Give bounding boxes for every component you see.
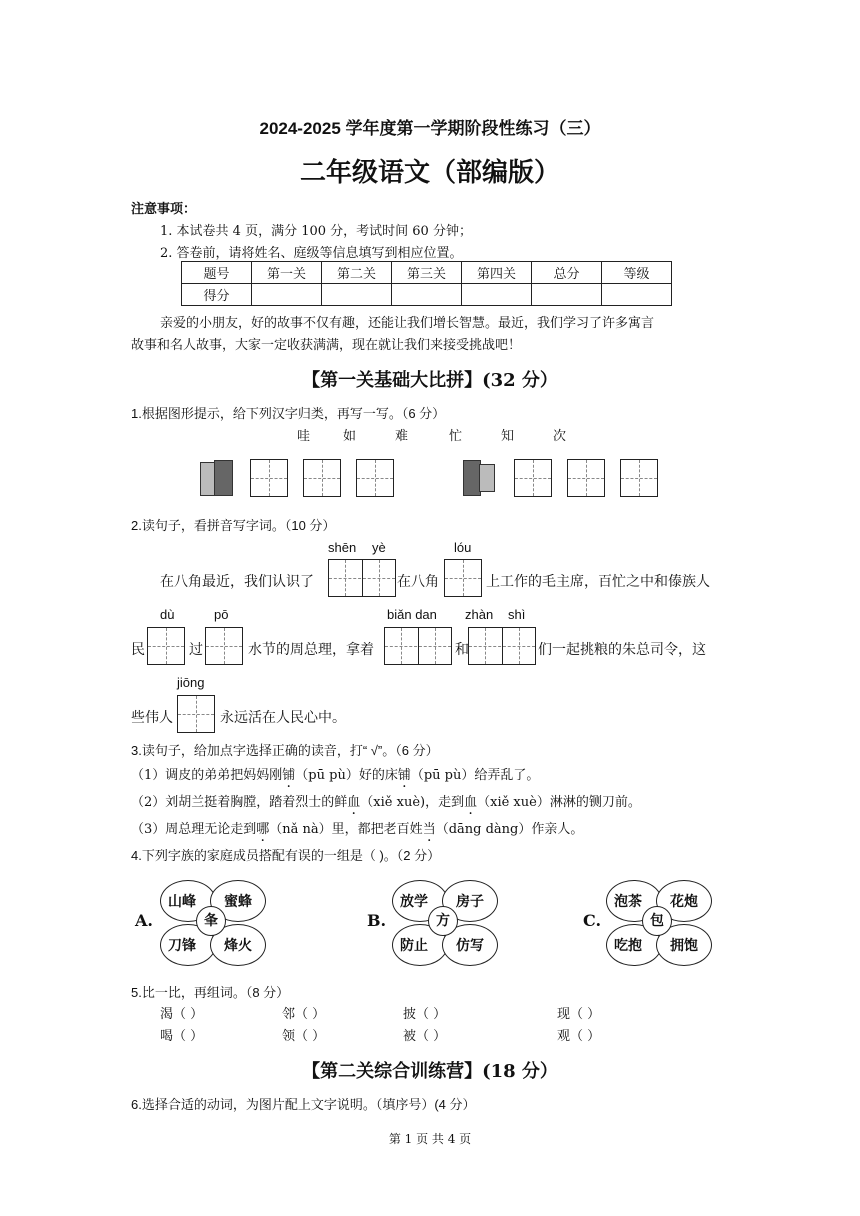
exam-subtitle: 二年级语文（部编版） (299, 158, 560, 188)
writing-grid[interactable] (356, 459, 394, 497)
pinyin-label: yè (372, 540, 386, 555)
q2-text: 水节的周总理，拿着 (248, 642, 374, 658)
family-root: 夆 (196, 906, 226, 936)
score-header-cell: 等级 (602, 262, 672, 284)
section-1-title: 【第一关基础大比拼】(32 分） (302, 370, 558, 391)
score-row-label: 得分 (182, 284, 252, 306)
q1-char: 次 (553, 429, 567, 444)
word-family-flower-c (604, 880, 710, 964)
q2-text: 和 (455, 642, 469, 658)
score-header-cell: 第一关 (252, 262, 322, 284)
family-word: 泡茶 (614, 894, 642, 910)
answer-box[interactable] (384, 627, 452, 665)
family-word: 烽火 (224, 938, 252, 954)
score-header-cell: 第二关 (322, 262, 392, 284)
q6-prompt: 6.选择合适的动词，为图片配上文字说明。（填序号）(4 分） (131, 1097, 476, 1112)
q1-char: 知 (501, 429, 515, 444)
score-table-row (182, 284, 672, 306)
q3-sentence-1: （1）调皮的弟弟把妈妈刚铺（pū pù）好的床铺（pū pù）给弄乱了。 (131, 768, 540, 783)
compare-item[interactable]: 披（ ） (403, 1007, 447, 1022)
q2-text: 永远活在人民心中。 (220, 710, 346, 726)
score-cell[interactable] (252, 284, 322, 306)
option-label-b[interactable]: B. (367, 911, 387, 930)
q2-text: 民 (131, 642, 145, 658)
q3-prompt: 3.读句子，给加点字选择正确的读音，打“ √”。（6 分） (131, 743, 439, 758)
q1-char: 忙 (449, 429, 463, 444)
compare-item[interactable]: 喝（ ） (160, 1029, 204, 1044)
family-word: 防止 (400, 938, 428, 954)
pinyin-label: jiōng (177, 675, 205, 690)
score-table (181, 261, 672, 306)
writing-grid[interactable] (250, 459, 288, 497)
family-word: 放学 (400, 894, 428, 910)
intro-line-2: 故事和名人故事，大家一定收获满满，现在就让我们来接受挑战吧！ (131, 338, 522, 353)
q1-prompt: 1.根据图形提示，给下列汉字归类，再写一写。（6 分） (131, 406, 446, 421)
answer-box[interactable] (177, 695, 215, 733)
writing-grid[interactable] (620, 459, 658, 497)
q2-text: 上工作的毛主席，百忙之中和傣族人 (486, 574, 710, 590)
q2-text: 些伟人 (131, 710, 173, 726)
writing-grid[interactable] (303, 459, 341, 497)
notice-heading: 注意事项： (131, 202, 197, 217)
notice-item-1: 1. 本试卷共 4 页，满分 100 分，考试时间 60 分钟； (160, 224, 472, 239)
family-root: 方 (428, 906, 458, 936)
family-word: 吃抱 (614, 938, 642, 954)
section-2-title: 【第二关综合训练营】(18 分） (302, 1061, 558, 1082)
writing-grid[interactable] (567, 459, 605, 497)
score-header-cell: 总分 (532, 262, 602, 284)
compare-item[interactable]: 现（ ） (557, 1007, 601, 1022)
q2-text: 在八角最近，我们认识了 (160, 574, 314, 590)
q2-text: 过 (189, 642, 203, 658)
compare-item[interactable]: 邻（ ） (282, 1007, 326, 1022)
compare-item[interactable]: 被（ ） (403, 1029, 447, 1044)
word-family-flower-a (158, 880, 264, 964)
family-word: 山峰 (168, 894, 196, 910)
score-header-cell: 第三关 (392, 262, 462, 284)
family-word: 刀锋 (168, 938, 196, 954)
page-footer: 第 1 页 共 4 页 (388, 1132, 472, 1146)
exam-title: 2024-2025 学年度第一学期阶段性练习（三） (259, 119, 601, 138)
q1-char: 哇 (297, 429, 311, 444)
family-root: 包 (642, 906, 672, 936)
answer-box[interactable] (444, 559, 482, 597)
notice-item-2: 2. 答卷前，请将姓名、庭级等信息填写到相应位置。 (160, 246, 463, 261)
compare-item[interactable]: 渴（ ） (160, 1007, 204, 1022)
family-word: 花炮 (670, 894, 698, 910)
pinyin-label: pō (214, 607, 229, 622)
score-cell[interactable] (532, 284, 602, 306)
answer-box[interactable] (468, 627, 536, 665)
answer-box[interactable] (147, 627, 185, 665)
score-header-cell: 第四关 (462, 262, 532, 284)
pinyin-label: shēn (328, 540, 357, 555)
q3-sentence-3: （3）周总理无论走到哪（nǎ nà）里，都把老百姓当（dāng dàng）作亲人。 (131, 822, 584, 837)
score-cell[interactable] (462, 284, 532, 306)
score-cell[interactable] (392, 284, 462, 306)
left-right-structure-icon-2 (463, 460, 497, 496)
pinyin-label: dù (160, 607, 175, 622)
q1-char: 如 (343, 429, 357, 444)
pinyin-label: zhàn (465, 607, 494, 622)
score-header-cell: 题号 (182, 262, 252, 284)
q3-sentence-2: （2）刘胡兰挺着胸膛，踏着烈士的鲜血（xiě xuè)，走到血（xiě xuè）淋淋的铡刀前。 (131, 795, 641, 810)
left-right-structure-icon (200, 460, 234, 496)
score-table-header-row (182, 262, 672, 284)
q2-text: 在八角 (397, 574, 439, 590)
compare-item[interactable]: 观（ ） (557, 1029, 601, 1044)
writing-grid[interactable] (514, 459, 552, 497)
family-word: 蜜蜂 (224, 894, 252, 910)
q5-prompt: 5.比一比，再组词。（8 分） (131, 985, 290, 1000)
family-word: 房子 (456, 894, 484, 910)
family-word: 拥饱 (670, 938, 698, 954)
option-label-c[interactable]: C. (583, 911, 602, 930)
q1-char: 难 (395, 429, 409, 444)
compare-item[interactable]: 领（ ） (282, 1029, 326, 1044)
pinyin-label: biǎn dan (387, 607, 437, 622)
q2-text: 们一起挑粮的朱总司令，这 (538, 642, 706, 658)
answer-box[interactable] (205, 627, 243, 665)
pinyin-label: lóu (454, 540, 472, 555)
q4-prompt: 4.下列字族的家庭成员搭配有误的一组是（ )。（2 分） (131, 848, 441, 863)
answer-box[interactable] (328, 559, 396, 597)
family-word: 仿写 (456, 938, 484, 954)
score-cell[interactable] (602, 284, 672, 306)
intro-line-1: 亲爱的小朋友，好的故事不仅有趣，还能让我们增长智慧。最近，我们学习了许多寓言 (160, 316, 655, 331)
word-family-flower-b (390, 880, 496, 964)
q2-prompt: 2.读句子，看拼音写字词。（10 分） (131, 518, 336, 533)
option-label-a[interactable]: A. (135, 911, 153, 930)
pinyin-label: shì (508, 607, 526, 622)
score-cell[interactable] (322, 284, 392, 306)
